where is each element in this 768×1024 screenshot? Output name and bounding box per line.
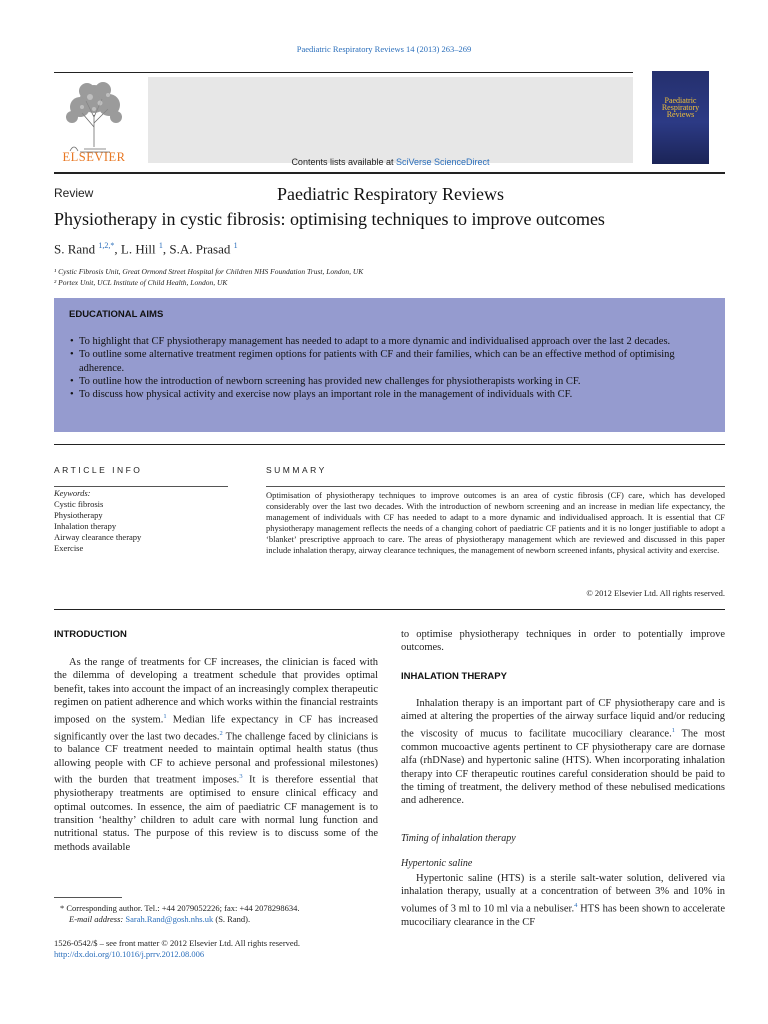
citation-ref[interactable]: 1 — [163, 712, 167, 720]
header-top-rule — [54, 72, 633, 73]
hypertonic-text-part: Hypertonic saline (HTS) is a sterile salt-water solution, delivered via inhalation therapy, usually at a concentration of between 3% and 10% in volumes of 3 ml to 10 ml via a nebuliser. — [401, 873, 725, 915]
introduction-paragraph — [54, 656, 378, 854]
aim-item: • To outline some alternative treatment regimen options for patients with CF and their families, which can be an effective method of optimising adherence. — [70, 348, 715, 375]
summary-label: SUMMARY — [266, 465, 327, 475]
inhal-text-part: The most common mucoactive agents pertinent to CF physiotherapy care are dornase alfa (rhDNase) and hypertonic saline (HTS). When incorporating inhalation therapy into CF therapeutic routines careful consideration should be paid to the timing of treatment, the delivery method of these nebulised medications and adherence. — [401, 728, 725, 807]
introduction-continued: to optimise physiotherapy techniques in order to potentially improve outcomes. — [401, 629, 725, 654]
email-label: E-mail address: — [69, 914, 126, 924]
corresponding-author-note: * Corresponding author. Tel.: +44 2079052226; fax: +44 2078298634. — [60, 903, 300, 913]
author-affiliation-ref[interactable]: 1 — [233, 241, 238, 250]
intro-text-part: As the range of treatments for CF increases, the clinician is faced with the dilemma of developing a treatment schedule that provides optimal benefit, takes into account the impact of an increasingly complex therapeutic regimen on patient adherence and which works within the financial restraints imposed on the system. — [54, 657, 378, 726]
inhal-text-part: Inhalation therapy is an important part of CF physiotherapy care and is aimed at altering the properties of the airway surface liquid and/or reducing the viscosity of mucus to facilitate mucociliary clearance. — [401, 698, 725, 740]
issn-line: 1526-0542/$ – see front matter © 2012 Elsevier Ltd. All rights reserved. — [54, 938, 301, 948]
intro-text-part: Median life expectancy in CF has increased significantly over the last two decades. — [54, 714, 379, 743]
affiliation-1: ¹ Cystic Fibrosis Unit, Great Ormond Street Hospital for Children NHS Foundation Trust, London, UK — [54, 267, 364, 276]
contents-available-line — [148, 157, 633, 167]
aim-item: • To discuss how physical activity and exercise now plays an important role in the management of individuals with CF. — [70, 388, 715, 401]
summary-text: Optimisation of physiotherapy techniques to improve outcomes is an area of cystic fibrosis (CF) care, which has developed considerably over the last two decades. With the introduction of newborn screening and an increase in median life expectancy, the management of individuals with CF has needed to adapt to a more dynamic and individualised approach. It is essential that CF physiotherapy management reflects the needs of a changing cohort of paediatric CF patients and it is no longer justifiable to adopt a ‘blanket’ prescriptive approach to care. The areas of physiotherapy management which are reviewed and discussed in this paper include inhalation therapy, airway clearance techniques, the management of newborn screened infants, physical activity and exercise. — [266, 490, 725, 555]
keyword-item: Cystic fibrosis — [54, 499, 104, 509]
contents-prefix: Contents lists available at — [291, 157, 396, 167]
journal-banner — [148, 77, 633, 204]
journal-cover-image — [652, 71, 709, 164]
article-info-rule — [54, 486, 228, 487]
email-suffix: (S. Rand). — [213, 914, 251, 924]
email-line — [69, 914, 250, 924]
citation-ref[interactable]: 3 — [239, 773, 243, 781]
keyword-item: Airway clearance therapy — [54, 532, 142, 542]
author-email-link[interactable]: Sarah.Rand@gosh.nhs.uk — [125, 914, 214, 924]
hypertonic-text-part: HTS has been shown to accelerate mucociliary clearance in the CF — [401, 903, 725, 928]
article-title: Physiotherapy in cystic fibrosis: optimising techniques to improve outcomes — [54, 209, 605, 229]
educational-aims-list — [70, 335, 715, 401]
author-list: S. Rand $^{1,2,*}$, L. Hill $^1$, S.A. Prasad $^1$ — [54, 241, 238, 257]
journal-title: Paediatric Respiratory Reviews — [277, 184, 504, 204]
intro-text-part: The challenge faced by clinicians is to balance CF treatment needed to maintain optimal health status (thus allowing people with CF to achieve personal and professional milestones) with the burden that treatment imposes. — [54, 731, 378, 786]
keywords-title: Keywords: — [54, 488, 91, 498]
affiliation-2: ² Portex Unit, UCL Institute of Child Health, London, UK — [54, 278, 228, 287]
keyword-item: Exercise — [54, 543, 84, 553]
citation-ref[interactable]: 1 — [671, 726, 675, 734]
journal-citation-link[interactable]: Paediatric Respiratory Reviews 14 (2013) 263–269 — [296, 44, 472, 54]
doi-link[interactable]: http://dx.doi.org/10.1016/j.prrv.2012.08.006 — [54, 949, 205, 959]
hypertonic-saline-paragraph — [401, 872, 725, 929]
intro-text-part: It is therefore essential that physiotherapy treatments are optimised to ensure clinical efficacy and optimal outcomes. In essence, the aim of paediatric CF management is to transition ‘healthy’ children to adult care with normal lung function and nutritional status. The purpose of this review is to discuss some of the methods available — [54, 774, 378, 853]
header-bottom-rule — [54, 172, 725, 174]
article-type: Review — [54, 186, 94, 200]
cover-title-text: Paediatric Respiratory Reviews — [661, 96, 700, 119]
educational-aims-box — [54, 298, 725, 432]
sciencedirect-link[interactable]: SciVerse ScienceDirect — [396, 157, 490, 167]
keyword-item: Physiotherapy — [54, 510, 103, 520]
keyword-item: Inhalation therapy — [54, 521, 117, 531]
citation-ref[interactable]: 2 — [219, 729, 223, 737]
author-affiliation-ref[interactable]: 1,2,* — [98, 241, 115, 250]
timing-subheading: Timing of inhalation therapy — [401, 833, 516, 844]
hypertonic-saline-subheading: Hypertonic saline — [401, 858, 473, 869]
summary-divider — [54, 609, 725, 610]
author-affiliation-ref[interactable]: 1 — [158, 241, 163, 250]
aim-item: • To highlight that CF physiotherapy management has needed to adapt to a more dynamic and individualised approach over the last 2 decades. — [70, 335, 715, 348]
keywords-block — [54, 488, 141, 554]
elsevier-wordmark: ELSEVIER — [62, 150, 126, 164]
footnote-rule — [54, 897, 122, 898]
summary-copyright: © 2012 Elsevier Ltd. All rights reserved. — [586, 588, 725, 598]
inhalation-therapy-heading: INHALATION THERAPY — [401, 671, 507, 682]
author-name: S.A. Prasad — [169, 241, 231, 257]
aims-divider — [54, 444, 725, 445]
author-name: S. Rand — [54, 241, 96, 257]
introduction-heading: INTRODUCTION — [54, 629, 127, 640]
educational-aims-heading: EDUCATIONAL AIMS — [69, 309, 164, 320]
citation-ref[interactable]: 4 — [574, 901, 578, 909]
summary-rule — [266, 486, 725, 487]
article-info-label: ARTICLE INFO — [54, 465, 143, 475]
aim-item: • To outline how the introduction of newborn screening has provided new challenges for physiotherapists working in CF. — [70, 375, 715, 388]
author-name: L. Hill — [120, 241, 156, 257]
inhalation-therapy-paragraph — [401, 697, 725, 808]
